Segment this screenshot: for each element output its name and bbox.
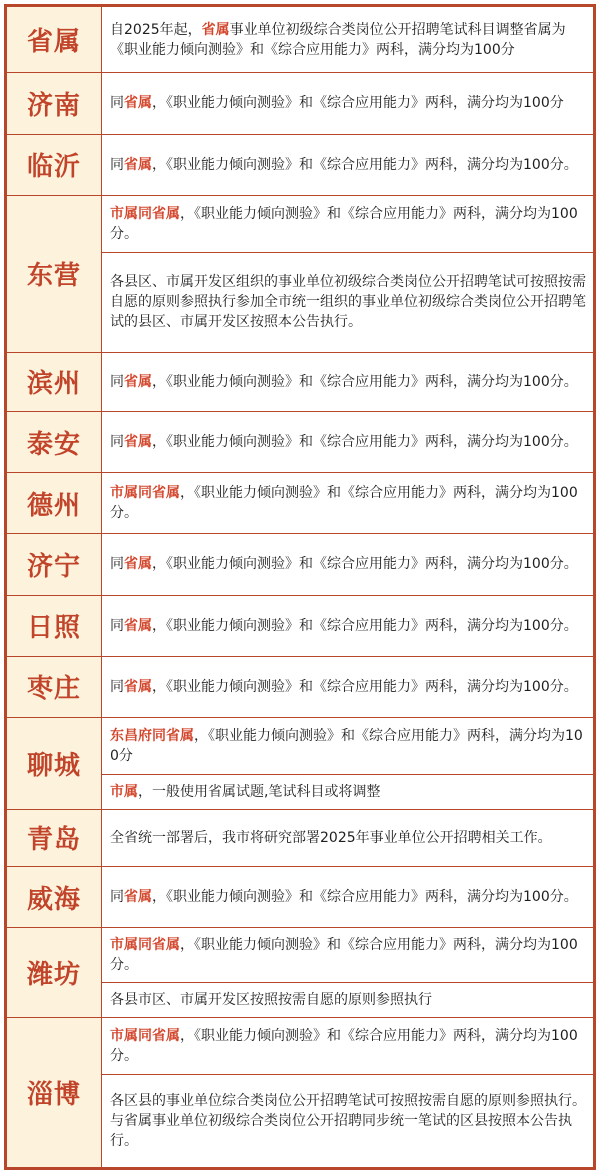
policy-text: ，《职业能力倾向测验》和《综合应用能力》两科，满分均为100分。	[110, 937, 578, 974]
table-row	[6, 473, 595, 534]
table-row	[6, 6, 595, 73]
city-name: 东营	[6, 195, 102, 352]
city-name: 滨州	[6, 352, 102, 411]
policy-text: 同	[110, 434, 124, 451]
city-name: 聊城	[6, 718, 102, 810]
table-row	[6, 352, 595, 411]
city-name: 德州	[6, 473, 102, 534]
city-name: 青岛	[6, 809, 102, 866]
policy-text-cell	[102, 809, 595, 866]
policy-text-cell	[102, 134, 595, 195]
highlight-text: 省属	[124, 434, 152, 451]
policy-text: 同	[110, 556, 124, 573]
highlight-text: 市属同省属	[110, 205, 180, 222]
policy-text: 同	[110, 617, 124, 634]
policy-text-cell	[102, 1075, 595, 1169]
policy-text: ，《职业能力倾向测验》和《综合应用能力》两科，满分均为100分。	[152, 889, 578, 906]
highlight-text: 市属同省属	[110, 485, 180, 502]
policy-text: 同	[110, 373, 124, 390]
table-row	[6, 595, 595, 656]
city-name: 泰安	[6, 411, 102, 472]
city-name: 淄博	[6, 1017, 102, 1168]
policy-text-cell	[102, 252, 595, 352]
policy-text: ，《职业能力倾向测验》和《综合应用能力》两科，满分均为100分。	[152, 678, 578, 695]
policy-text: ，一般使用省属试题,笔试科目或将调整	[138, 783, 381, 800]
policy-text-cell	[102, 534, 595, 595]
policy-text-cell	[102, 473, 595, 534]
policy-text: ，《职业能力倾向测验》和《综合应用能力》两科，满分均为100分。	[152, 617, 578, 634]
policy-text-cell	[102, 983, 595, 1018]
highlight-text: 东昌府同省属	[110, 728, 194, 745]
highlight-text: 省属	[124, 678, 152, 695]
table-row	[6, 1017, 595, 1074]
highlight-text: 省属	[124, 156, 152, 173]
policy-text: ，《职业能力倾向测验》和《综合应用能力》两科，满分均为100分。	[110, 205, 578, 242]
table-row	[6, 411, 595, 472]
highlight-text: 市属同省属	[110, 937, 180, 954]
policy-text: 自2025年起，	[110, 21, 202, 38]
table-row	[6, 809, 595, 866]
policy-text-cell	[102, 6, 595, 73]
highlight-text: 省属	[124, 373, 152, 390]
policy-text: 各县市区、市属开发区按照按需自愿的原则参照执行	[110, 992, 432, 1009]
policy-text-cell	[102, 352, 595, 411]
table-row	[6, 134, 595, 195]
policy-text-cell	[102, 656, 595, 717]
city-name: 济南	[6, 73, 102, 134]
policy-text-cell	[102, 866, 595, 927]
policy-text-cell	[102, 411, 595, 472]
policy-text: 全省统一部署后，我市将研究部署2025年事业单位公开招聘相关工作。	[110, 829, 552, 846]
highlight-text: 省属	[201, 21, 230, 38]
highlight-text: 省属	[124, 889, 152, 906]
highlight-text: 市属	[110, 783, 138, 800]
policy-text: ，《职业能力倾向测验》和《综合应用能力》两科，满分均为100分。	[110, 1027, 578, 1064]
policy-text-cell	[102, 73, 595, 134]
table-row	[6, 656, 595, 717]
policy-text-cell	[102, 595, 595, 656]
table-row	[6, 928, 595, 983]
exam-subjects-table	[4, 4, 596, 1170]
policy-text: ，《职业能力倾向测验》和《综合应用能力》两科，满分均为100分。	[110, 485, 578, 522]
table-row	[6, 866, 595, 927]
table-row	[6, 73, 595, 134]
highlight-text: 省属	[124, 617, 152, 634]
city-name: 济宁	[6, 534, 102, 595]
policy-text: 同	[110, 889, 124, 906]
policy-text: ，《职业能力倾向测验》和《综合应用能力》两科，满分均为100分。	[152, 556, 578, 573]
policy-text-cell	[102, 195, 595, 252]
policy-text: ，《职业能力倾向测验》和《综合应用能力》两科，满分均为100分	[110, 728, 583, 765]
highlight-text: 省属	[124, 95, 152, 112]
policy-text: ，《职业能力倾向测验》和《综合应用能力》两科，满分均为100分	[152, 95, 564, 112]
city-name: 枣庄	[6, 656, 102, 717]
policy-text: ，《职业能力倾向测验》和《综合应用能力》两科，满分均为100分。	[152, 373, 578, 390]
policy-text: ，《职业能力倾向测验》和《综合应用能力》两科，满分均为100分。	[152, 156, 578, 173]
highlight-text: 市属同省属	[110, 1027, 180, 1044]
table-row	[6, 534, 595, 595]
city-name: 日照	[6, 595, 102, 656]
city-name: 省属	[6, 6, 102, 73]
policy-text: 同	[110, 678, 124, 695]
highlight-text: 省属	[124, 556, 152, 573]
table-body	[6, 6, 595, 1169]
policy-text: 同	[110, 95, 124, 112]
policy-text-cell	[102, 775, 595, 810]
policy-text: 各区县的事业单位综合类岗位公开招聘笔试可按照按需自愿的原则参照执行。 与省属事业单位初级综合类岗位公开招聘同步统一笔试的区县按照本公告执行。	[110, 1093, 586, 1149]
city-name: 临沂	[6, 134, 102, 195]
city-name: 潍坊	[6, 928, 102, 1018]
table-row	[6, 718, 595, 775]
policy-text: 同	[110, 156, 124, 173]
policy-text-cell	[102, 1017, 595, 1074]
city-name: 威海	[6, 866, 102, 927]
table-row	[6, 195, 595, 252]
policy-text-cell	[102, 718, 595, 775]
policy-text: ，《职业能力倾向测验》和《综合应用能力》两科，满分均为100分。	[152, 434, 578, 451]
policy-text: 各县区、市属开发区组织的事业单位初级综合类岗位公开招聘笔试可按照按需自愿的原则参照执行参加全市统一组织的事业单位初级综合类岗位公开招聘笔试的县区、市属开发区按照本公告执行。	[110, 274, 586, 331]
policy-text: 事业单位初级综合类岗位公开招聘笔试科目调整省属为《职业能力倾向测验》和《综合应用能力》两科，满分均为100分	[110, 21, 566, 58]
policy-text-cell	[102, 928, 595, 983]
